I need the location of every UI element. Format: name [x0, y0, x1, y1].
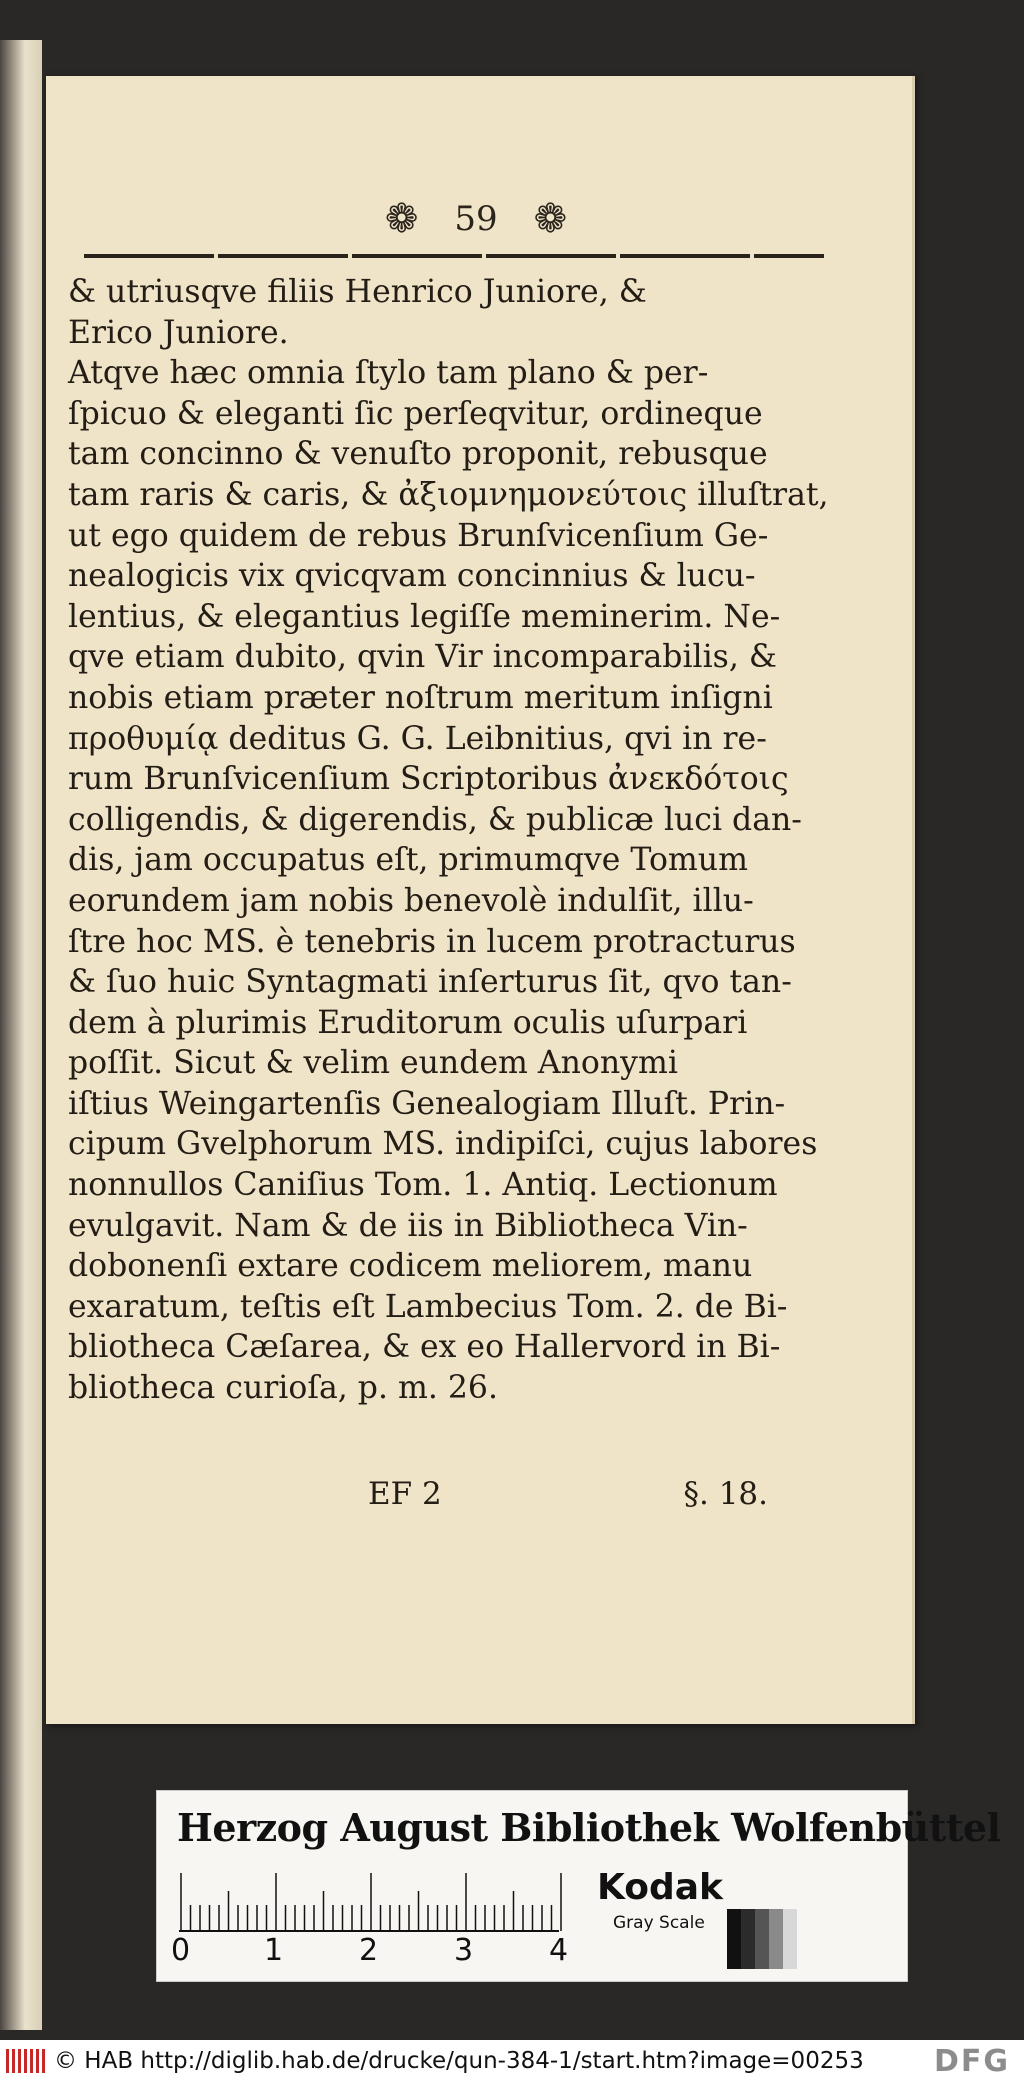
header-rule [84, 254, 824, 258]
text-line: rum Brunſvicenſium Scriptoribus ἀνεκδότοις [68, 761, 789, 798]
ornament-icon: ❁ [533, 196, 568, 242]
kodak-logo: Kodak [597, 1867, 723, 1908]
text-line: ſpicuo & eleganti ſic perſeqvitur, ordineque [68, 395, 763, 432]
text-line: poſſit. Sicut & velim eundem Anonymi [68, 1045, 678, 1082]
text-line: tam concinno & venuſto proponit, rebusque [68, 436, 768, 473]
text-line: lentius, & elegantius legiſſe meminerim. Ne- [68, 598, 781, 635]
color-calibration-card [156, 1790, 1001, 1982]
dfg-logo: DFG [933, 2044, 1010, 2079]
text-line: exaratum, teſtis eſt Lambecius Tom. 2. de Bi- [68, 1288, 788, 1325]
text-line: colligendis, & digerendis, & publicæ luci dan- [68, 801, 802, 838]
footer-bar [0, 2040, 1024, 2082]
text-line: evulgavit. Nam & de iis in Bibliotheca Vin- [68, 1207, 748, 1244]
text-line: bliotheca curioſa, p. m. 26. [68, 1370, 498, 1407]
barcode-icon [6, 2049, 46, 2073]
text-line: nonnullos Caniſius Tom. 1. Antiq. Lectionum [68, 1167, 778, 1204]
text-line: nealogicis vix qvicqvam concinnius & lucu- [68, 558, 756, 595]
text-line: qve etiam dubito, qvin Vir incomparabilis, & [68, 639, 777, 676]
gray-scale-label: Gray Scale [613, 1913, 705, 1933]
text-line: προθυμίᾳ deditus G. G. Leibnitius, qvi in re- [68, 720, 767, 757]
text-line: tam raris & caris, & ἀξιομνημονεύτοις illuſtrat, [68, 476, 829, 513]
copyright-url[interactable]: © HAB http://diglib.hab.de/drucke/qun-384-1/start.htm?image=00253 [54, 2048, 864, 2074]
text-line: bliotheca Cæſarea, & ex eo Hallervord in Bi- [68, 1329, 781, 1366]
catchword: §. 18. [683, 1476, 768, 1512]
text-line: cipum Gvelphorum MS. indipiſci, cujus labores [68, 1126, 818, 1163]
body-text [68, 272, 830, 1409]
page-number: 59 [454, 199, 498, 239]
ornament-icon: ❁ [384, 196, 419, 242]
text-line: ut ego quidem de rebus Brunſvicenſium Ge- [68, 517, 769, 554]
text-line: Atqve hæc omnia ſtylo tam plano & per- [68, 355, 709, 392]
text-line: & ſuo huic Syntagmati inſerturus ſit, qvo tan- [68, 964, 792, 1001]
text-line: dis, jam occupatus eſt, primumqve Tomum [68, 842, 748, 879]
library-title: Herzog August Bibliothek Wolfenbüttel [177, 1805, 1001, 1850]
book-page [46, 76, 915, 1724]
text-line: Erico Juniore. [68, 314, 289, 351]
text-line: nobis etiam præter noſtrum meritum inſigni [68, 679, 773, 716]
gray-scale-patches [727, 1909, 797, 1969]
signature-line [68, 1476, 808, 1516]
signature-mark: EF 2 [368, 1476, 442, 1512]
ruler-label: 2 [359, 1933, 379, 1968]
adjacent-page-edge [0, 40, 42, 2030]
text-line: & utriusqve filiis Henrico Juniore, & [68, 274, 647, 310]
text-line: ſtre hoc MS. è tenebris in lucem protracturus [68, 923, 796, 960]
ruler-label: 0 [171, 1933, 191, 1968]
text-line: eorundem jam nobis benevolè indulſit, illu- [68, 882, 754, 919]
text-line: dobonenſi extare codicem meliorem, manu [68, 1248, 753, 1285]
ruler-label: 4 [549, 1933, 569, 1968]
ruler-label: 3 [454, 1933, 474, 1968]
ruler-scale [179, 1871, 569, 1933]
text-line: iſtius Weingartenſis Genealogiam Illuſt. Prin- [68, 1085, 786, 1122]
ruler-label: 1 [264, 1933, 284, 1968]
ruler-labels [171, 1933, 571, 1967]
page-header [326, 194, 626, 244]
text-line: dem à plurimis Eruditorum oculis uſurpari [68, 1004, 748, 1041]
